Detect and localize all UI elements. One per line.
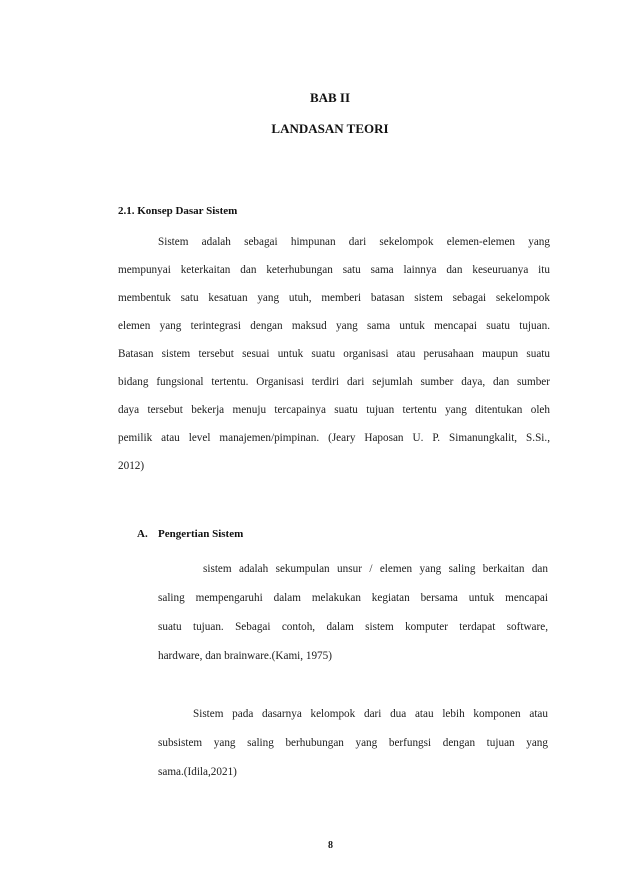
paragraph-line: Sistem adalah sebagai himpunan dari sekelompok elemen-elemen yang [158,236,550,248]
paragraph-line: saling mempengaruhi dalam melakukan kegiatan bersama untuk mencapai [158,592,548,604]
paragraph-line: membentuk satu kesatuan yang utuh, memberi batasan sistem sebagai sekelompok [118,292,550,304]
paragraph-line: subsistem yang saling berhubungan yang berfungsi dengan tujuan yang [158,737,548,749]
paragraph-line: sama.(Idila,2021) [158,766,237,778]
chapter-heading: LANDASAN TEORI [271,121,389,136]
paragraph-line: hardware, dan brainware.(Kami, 1975) [158,650,332,662]
paragraph-line: pemilik atau level manajemen/pimpinan. (Jeary Haposan U. P. Simanungkalit, S.Si., [118,432,550,444]
paragraph-line: sistem adalah sekumpulan unsur / elemen yang saling berkaitan dan [203,563,548,575]
section-title: 2.1. Konsep Dasar Sistem [118,205,238,217]
paragraph-line: daya tersebut bekerja menuju tercapainya suatu tujuan tertentu yang ditentukan oleh [118,404,550,416]
paragraph-line: bidang fungsional tertentu. Organisasi terdiri dari sejumlah sumber daya, dan sumber [118,376,550,388]
chapter-title: BAB II [309,90,351,105]
paragraph-line: 2012) [118,460,145,472]
page-number: 8 [328,840,333,851]
paragraph-line: suatu tujuan. Sebagai contoh, dalam sistem komputer terdapat software, [158,621,548,633]
subsection-title: Pengertian Sistem [158,528,244,540]
subsection-marker: A. [137,528,148,540]
paragraph-line: Sistem pada dasarnya kelompok dari dua atau lebih komponen atau [193,708,548,720]
paragraph-line: elemen yang terintegrasi dengan maksud yang sama untuk mencapai suatu tujuan. [118,320,550,332]
paragraph-line: mempunyai keterkaitan dan keterhubungan satu sama lainnya dan keseuruanya itu [118,264,550,276]
paragraph-line: Batasan sistem tersebut sesuai untuk suatu organisasi atau perusahaan maupun suatu [118,348,550,360]
